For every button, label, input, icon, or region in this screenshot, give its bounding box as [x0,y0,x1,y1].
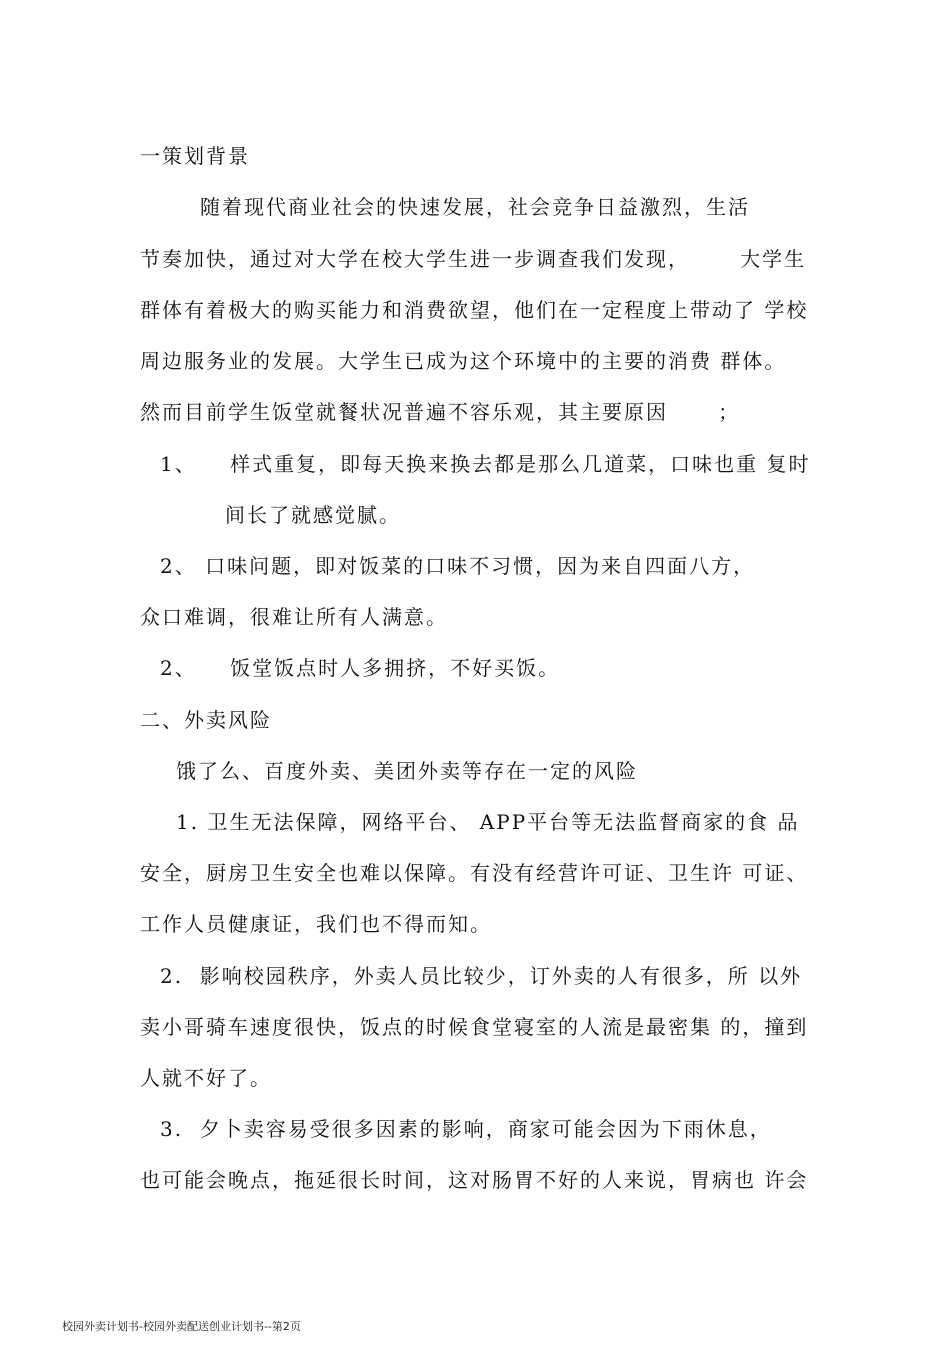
risk-item-2-continued: 卖小哥骑车速度很快，饭点的时候食堂寝室的人流是最密集 的，撞到 [140,1015,809,1039]
heading-planning-background: 一策划背景 [140,144,250,168]
paragraph-line: 随着现代商业社会的快速发展，社会竞争日益激烈，生活 [200,195,750,219]
paragraph-line: 饿了么、百度外卖、美团外卖等存在一定的风险 [176,759,638,783]
list-item-2: 2、 口味问题，即对饭菜的口味不习惯，因为来自四面八方， [160,554,756,578]
risk-item-3: 3. 夕卜卖容易受很多因素的影响，商家可能会因为下雨休息， [160,1117,772,1141]
list-item-1-continued: 间长了就感觉腻。 [225,503,401,527]
risk-item-1: 1. 卫生无法保障，网络平台、 APP平台等无法监督商家的食 品 [176,810,800,834]
risk-item-3-continued: 也可能会晚点，拖延很长时间，这对肠胃不好的人来说，胃病也 许会 [140,1168,809,1192]
heading-takeaway-risks: 二、外卖风险 [140,708,272,732]
risk-item-1-continued: 安全，厨房卫生安全也难以保障。有没有经营许可证、卫生许 可证、 [140,861,809,885]
risk-item-2: 2. 影响校园秩序，外卖人员比较少，订外卖的人有很多，所 以外 [160,964,803,988]
paragraph-line: 群体有着极大的购买能力和消费欲望，他们在一定程度上带动了 学校 [140,298,809,322]
list-item-2-continued: 众口难调，很难让所有人满意。 [140,605,448,629]
paragraph-line: 节奏加快，通过对大学在校大学生进一步调查我们发现， 大学生 [140,247,807,271]
list-item-3: 2、 饭堂饭点时人多拥挤，不好买饭。 [160,656,561,680]
paragraph-line: 周边服务业的发展。大学生已成为这个环境中的主要的消费 群体。 [140,349,787,373]
paragraph-line: 然而目前学生饭堂就餐状况普遍不容乐观，其主要原因 ； [140,400,741,424]
risk-item-1-continued: 工作人员健康证，我们也不得而知。 [140,912,492,936]
list-item-1: 1、 样式重复，即每天换来换去都是那么几道菜，口味也重 复时 [160,452,811,476]
page-footer: 校园外卖计划书-校园外卖配送创业计划书--第2页 [62,1320,301,1333]
risk-item-2-continued: 人就不好了。 [140,1066,272,1090]
